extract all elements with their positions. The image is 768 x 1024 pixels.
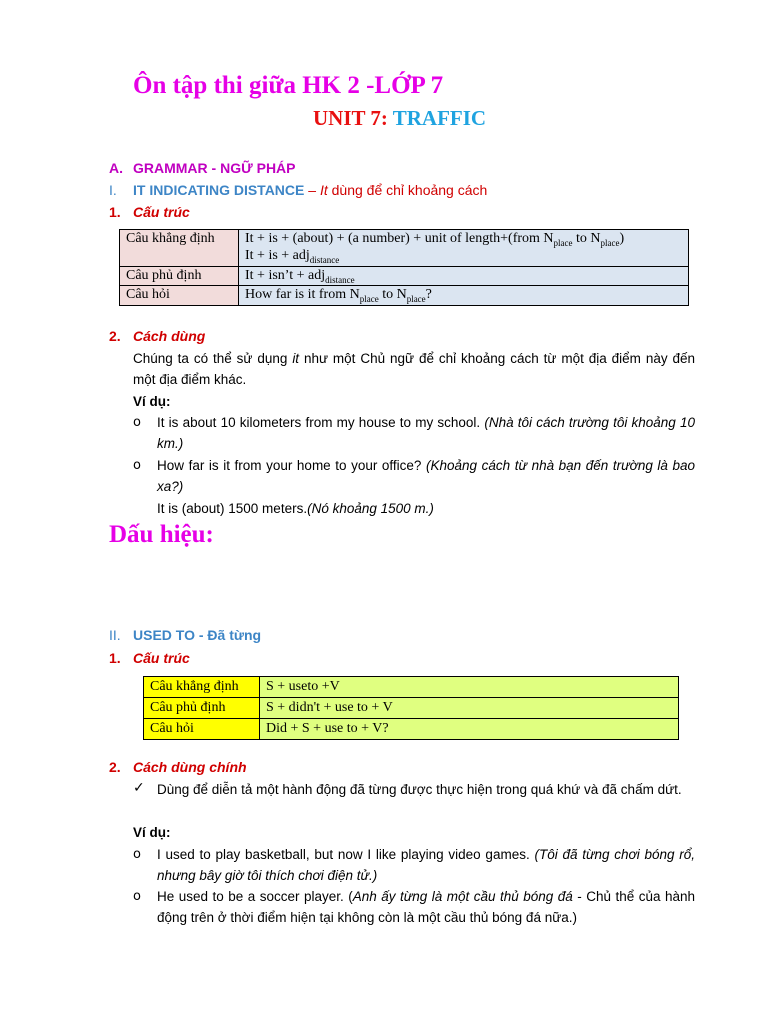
- example-translation: Anh ấy từng là một cầu thủ bóng đá: [352, 889, 573, 904]
- usage-it: it: [292, 351, 300, 366]
- table-row: [120, 230, 689, 267]
- section-i-dash: –: [304, 182, 320, 198]
- table-row: [120, 286, 689, 306]
- row-content: Did + S + use to + V?: [260, 719, 679, 740]
- row-content: [239, 230, 689, 267]
- unit-prefix: UNIT 7:: [313, 106, 393, 130]
- formula-sub: distance: [325, 274, 355, 285]
- usage-num: 2.: [109, 759, 121, 775]
- unit-name: TRAFFIC: [392, 106, 487, 130]
- usage-check-paragraph: Dùng để diễn tả một hành động đã từng được thực hiện trong quá khứ và đã chấm dứt.: [157, 782, 682, 797]
- distance-structure-table: [119, 229, 689, 306]
- structure-text: Cấu trúc: [133, 650, 190, 666]
- usage-num: 2.: [109, 328, 121, 344]
- row-content: S + useto +V: [260, 677, 679, 698]
- unit-heading: [313, 106, 486, 131]
- example-text: He used to be a soccer player. (: [157, 889, 353, 904]
- usage-text: Cách dùng chính: [133, 759, 247, 775]
- structure-num: 1.: [109, 204, 121, 220]
- bullet-icon: o: [133, 847, 141, 862]
- formula-text: It + is + (about) + (a number) + unit of length+(from N: [245, 231, 554, 246]
- row-label: Câu phủ định: [144, 698, 260, 719]
- structure-text: Cấu trúc: [133, 204, 190, 220]
- usage-pre: Chúng ta có thể sử dụng: [133, 351, 293, 366]
- formula-text: It + is + adj: [245, 247, 310, 263]
- formula-sub: distance: [309, 254, 340, 265]
- row-label: Câu khẳng định: [120, 230, 239, 267]
- formula-text: to N: [378, 287, 407, 303]
- formula-text: ): [619, 231, 625, 246]
- usage-text: Cách dùng: [133, 328, 206, 344]
- section-i-structure-heading: [109, 204, 190, 220]
- formula-text: to N: [572, 231, 601, 246]
- example-label: Ví dụ:: [133, 825, 171, 840]
- used-to-structure-table: [143, 676, 679, 740]
- row-content: [239, 266, 689, 286]
- example-2-answer: [157, 498, 434, 519]
- example-text: It is about 10 kilometers from my house to my school.: [157, 415, 485, 430]
- table-row: [144, 719, 679, 740]
- example-label: Ví dụ:: [133, 394, 171, 409]
- section-i-rest: dùng để chỉ khoảng cách: [327, 182, 488, 198]
- example-1: [157, 412, 695, 454]
- formula-sub: place: [553, 237, 573, 248]
- row-label: Câu hỏi: [144, 719, 260, 740]
- signs-heading: Dấu hiệu:: [109, 521, 214, 548]
- table-row: [120, 266, 689, 286]
- formula-text: How far is it from N: [245, 287, 360, 303]
- section-i-text: IT INDICATING DISTANCE: [133, 182, 305, 198]
- example-text: I used to play basketball, but now I like playing video games.: [157, 847, 535, 862]
- section-a-text: GRAMMAR - NGỮ PHÁP: [133, 160, 296, 176]
- formula-text: ?: [425, 287, 432, 303]
- row-content: S + didn't + use to + V: [260, 698, 679, 719]
- row-label: Câu phủ định: [120, 266, 239, 286]
- section-ii-usage-heading: [109, 759, 247, 775]
- example-translation: (Nó khoảng 1500 m.): [307, 501, 434, 516]
- bullet-icon: o: [133, 889, 141, 904]
- example-translation: (Khoảng cách từ nhà bạn đến trường là bao xa?): [157, 458, 695, 494]
- section-ii-num: II.: [109, 627, 121, 643]
- formula-sub: place: [359, 294, 379, 305]
- example-translation: (Nhà tôi cách trường tôi khoảng 10 km.): [157, 415, 695, 451]
- formula-sub: place: [600, 237, 620, 248]
- section-ii-text: USED TO - Đã từng: [133, 627, 262, 643]
- example-3: [157, 844, 695, 886]
- example-translation: (Tôi đã từng chơi bóng rổ, nhưng bây giờ tôi thích chơi điện tử.): [157, 847, 695, 883]
- table-row: [144, 698, 679, 719]
- section-i-num: I.: [109, 182, 117, 198]
- page-title: Ôn tập thi giữa HK 2 -LỚP 7: [133, 72, 444, 99]
- section-i-heading: [109, 182, 487, 198]
- row-content: [239, 286, 689, 306]
- usage-post: như một Chủ ngữ để chỉ khoảng cách từ một địa điểm này đến một địa điểm khác.: [133, 351, 696, 387]
- example-text: It is (about) 1500 meters.: [157, 501, 308, 516]
- section-i-it: It: [319, 182, 328, 198]
- example-text: How far is it from your home to your office?: [157, 458, 427, 473]
- example-2: [157, 455, 695, 497]
- section-i-usage-heading: [109, 328, 205, 344]
- example-4: [157, 886, 695, 928]
- row-label: Câu khẳng định: [144, 677, 260, 698]
- section-ii-structure-heading: [109, 650, 190, 666]
- row-label: Câu hỏi: [120, 286, 239, 306]
- formula-sub: place: [406, 294, 426, 305]
- table-row: [144, 677, 679, 698]
- bullet-icon: o: [133, 415, 141, 430]
- bullet-icon: o: [133, 458, 141, 473]
- checkmark-icon: ✓: [133, 780, 145, 796]
- section-a-letter: A.: [109, 160, 123, 176]
- example-rest: - Chủ thể của hành động trên ở thời điểm hiện tại không còn là một cầu thủ bóng đá nữa.): [157, 889, 695, 925]
- structure-num: 1.: [109, 650, 121, 666]
- section-ii-heading: [109, 627, 261, 643]
- section-a-heading: [109, 160, 296, 176]
- usage-paragraph: [133, 348, 695, 390]
- formula-text: It + isn’t + adj: [245, 267, 326, 283]
